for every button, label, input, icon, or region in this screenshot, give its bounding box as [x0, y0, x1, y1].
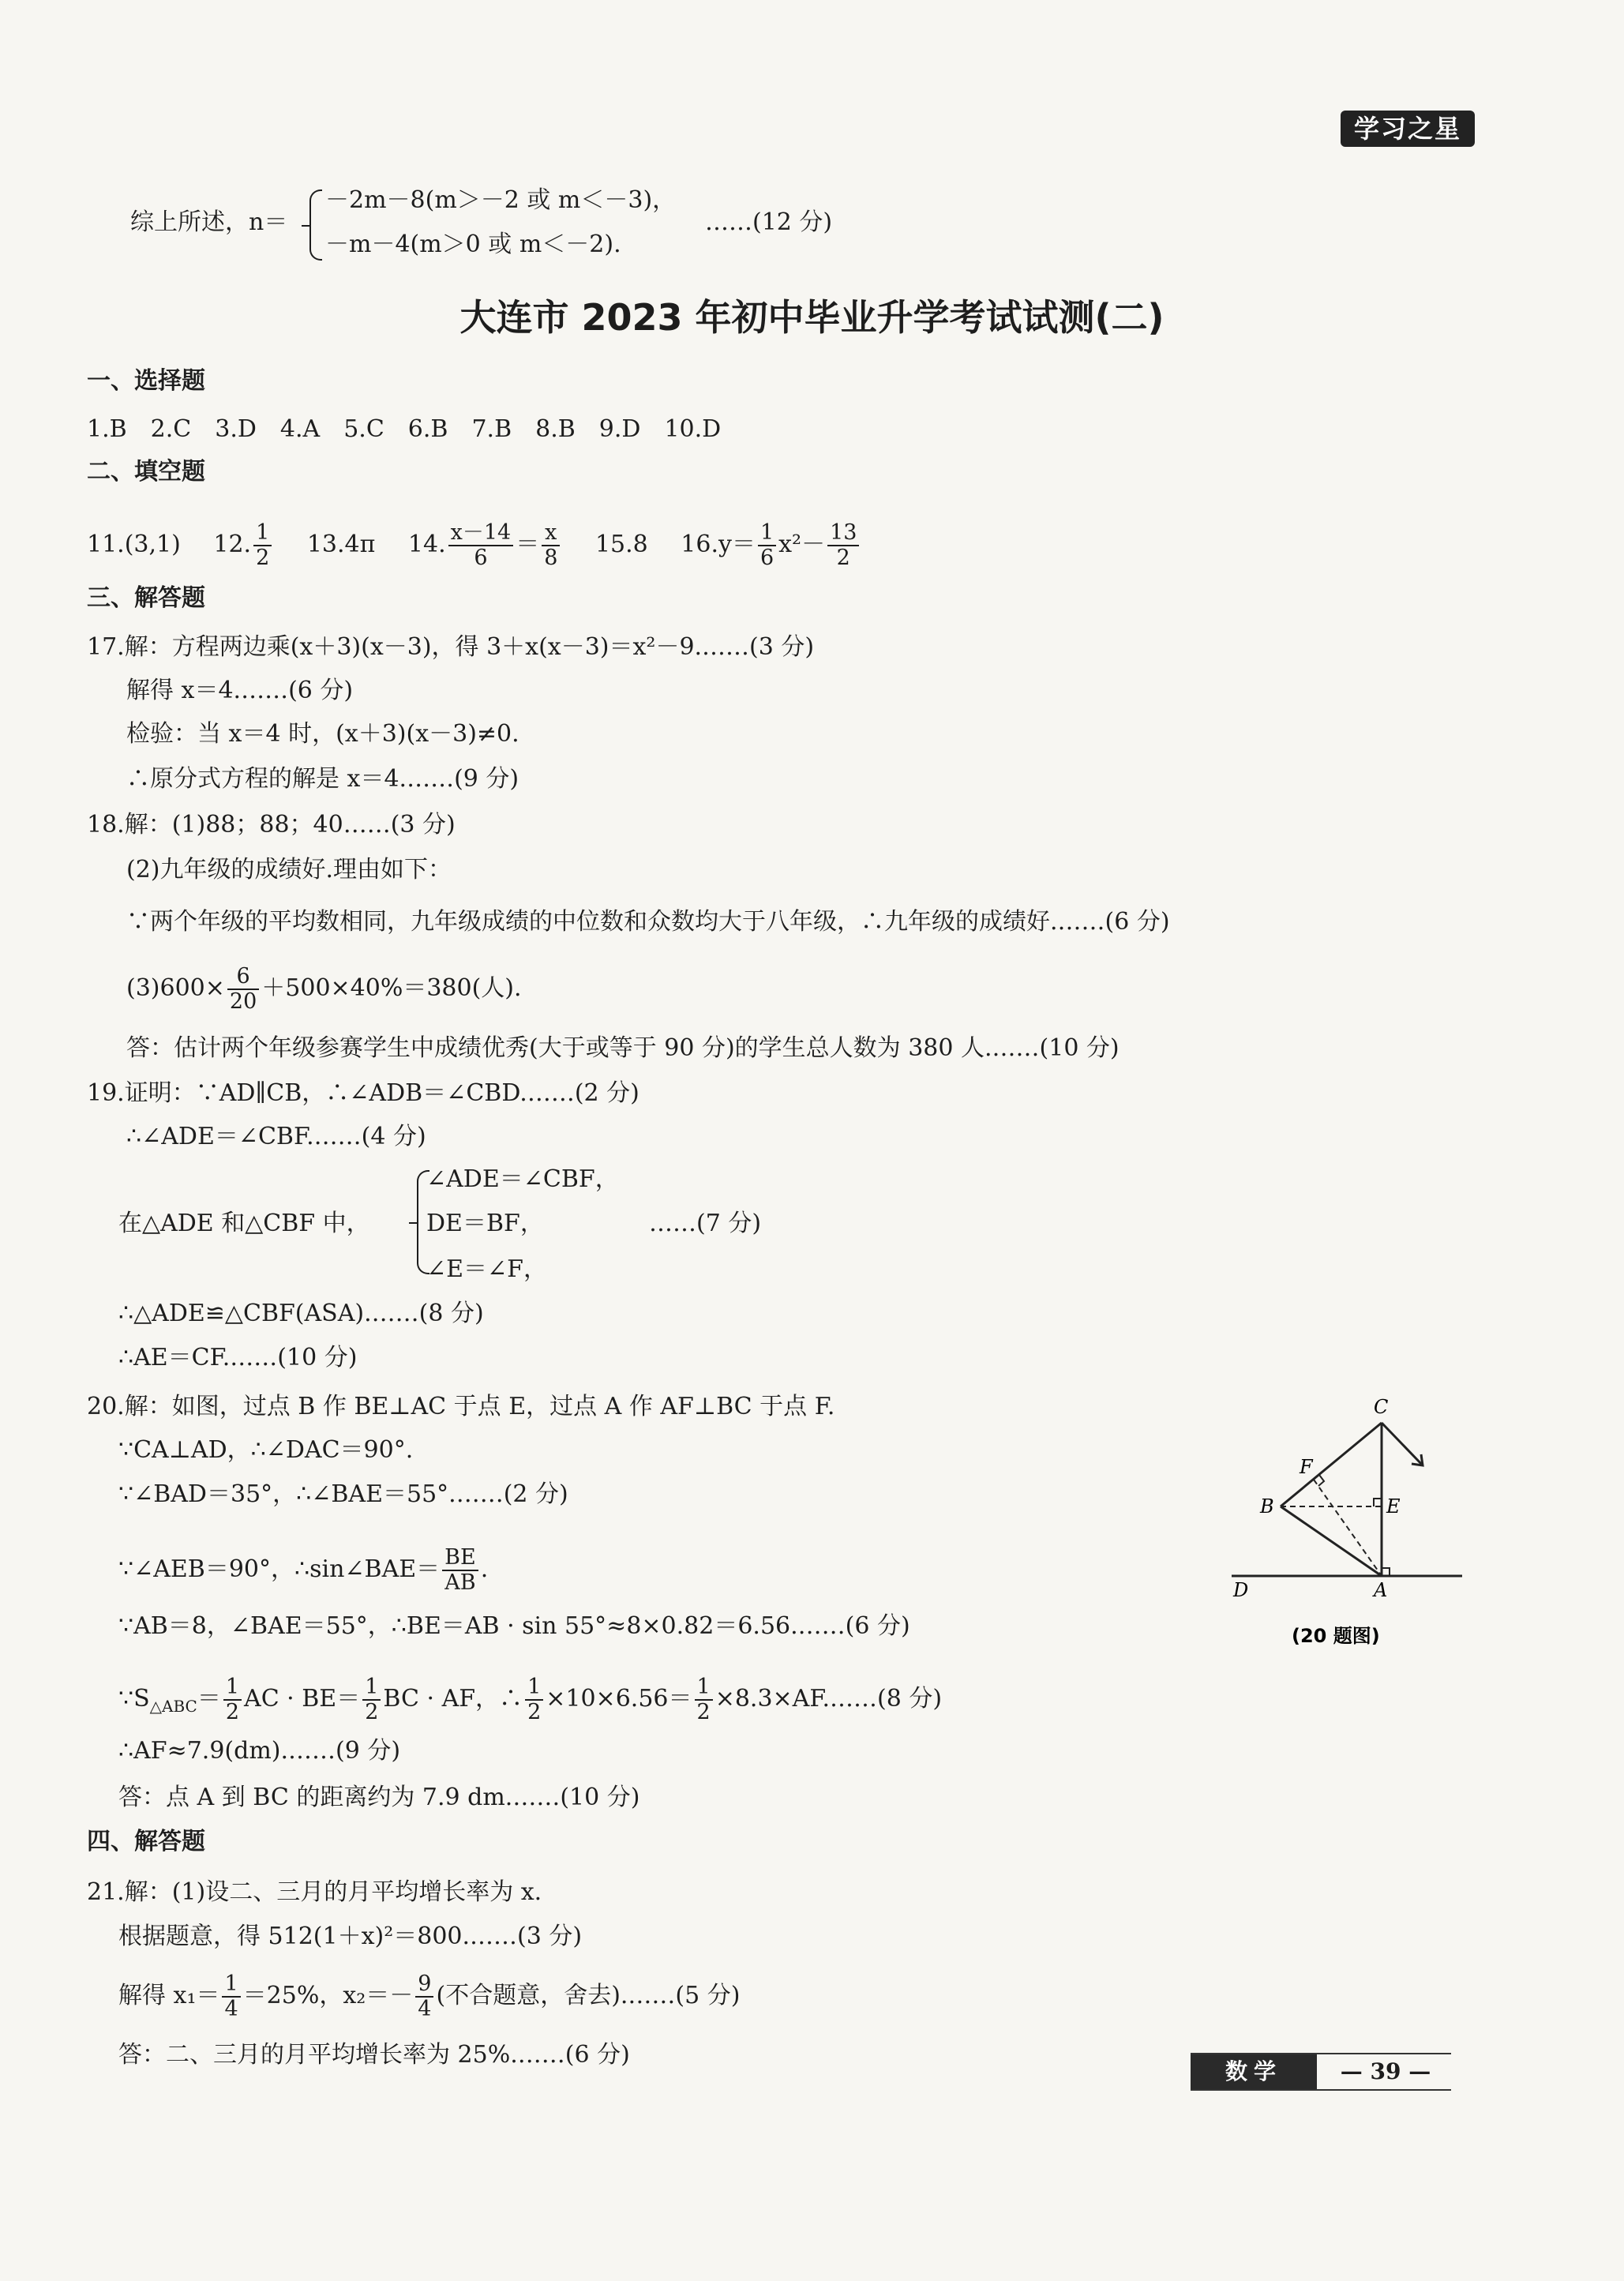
q20-line-4: ∵∠AEB＝90°，∴sin∠BAE＝ $\frac{BE}{AB}$ . [118, 1545, 489, 1595]
fill-answer-12: 12. $\frac{1}{2}$ [213, 531, 274, 558]
label-b: B [1260, 1495, 1274, 1518]
q17-line-1: 17.解：方程两边乘(x＋3)(x－3)，得 3＋x(x－3)＝x²－9.……(3 分) [87, 633, 815, 661]
q21-line-2: 根据题意，得 512(1＋x)²＝800.……(3 分) [118, 1923, 583, 1950]
q20-line-2: ∵CA⊥AD，∴∠DAC＝90°. [118, 1436, 414, 1464]
q19-condition-lead: 在△ADE 和△CBF 中， [118, 1210, 370, 1237]
fraction: $\frac{1}{2}$ [362, 1675, 381, 1724]
fraction: $\frac{1}{4}$ [222, 1972, 240, 2021]
label-a: A [1374, 1579, 1388, 1601]
label-f: F [1300, 1456, 1313, 1478]
q17-line-3: 检验：当 x＝4 时，(x＋3)(x－3)≠0. [126, 720, 519, 748]
prev-case-2: －m－4(m＞0 或 m＜－2). [325, 231, 621, 258]
q21-line-3: 解得 x₁＝ $\frac{1}{4}$ ＝25%，x₂＝－ $\frac{9}{4}$ (不合题意，舍去).……(5 分) [118, 1971, 741, 2021]
prev-brace [309, 189, 322, 261]
q20-line-1: 20.解：如图，过点 B 作 BE⊥AC 于点 E，过点 A 作 AF⊥BC 于点 F. [87, 1393, 835, 1420]
q21-line-1: 21.解：(1)设二、三月的月平均增长率为 x. [87, 1878, 542, 1906]
footer-subject: 数学 [1191, 2054, 1317, 2089]
q18-line-1: 18.解：(1)88；88；40……(3 分) [87, 811, 456, 838]
label-d: D [1233, 1579, 1249, 1601]
section-heading-fill: 二、填空题 [87, 458, 205, 486]
exam-title: 大连市 2023 年初中毕业升学考试试测(二) [459, 296, 1165, 339]
fill-answer-14: 14. $\frac{x-14}{6}$ ＝ $\frac{x}{8}$ [408, 531, 563, 558]
fraction: $\frac{1}{2}$ [253, 521, 272, 570]
fraction: $\frac{BE}{AB}$ [442, 1546, 478, 1595]
q19-condition-3: ∠E＝∠F， [426, 1255, 547, 1283]
right-angle-mark-f [1318, 1475, 1324, 1486]
q19-condition-2: DE＝BF， [426, 1210, 544, 1237]
q19-score: ……(7 分) [649, 1210, 762, 1237]
q18-line-4: (3)600× $\frac{6}{20}$ ＋500×40%＝380(人). [126, 964, 522, 1014]
fraction: $\frac{x}{8}$ [542, 521, 560, 570]
fill-answer-11: 11.(3,1) [87, 531, 181, 558]
fraction: $\frac{x-14}{6}$ [448, 521, 514, 570]
segment-ba [1281, 1506, 1382, 1576]
q20-line-6: $\because S_{\triangle ABC}=$ $\frac{1}{2}$ AC · BE＝ $\frac{1}{2}$ BC · AF，∴ $\frac{1}{2}$ ×10×6.56＝ $\frac{1}{2}$ ×8.3×AF.……(8 分) [118, 1675, 943, 1724]
prev-case-1: －2m－8(m＞－2 或 m＜－3)， [325, 186, 677, 214]
q19-line-5: ∴AE＝CF.……(10 分) [118, 1344, 358, 1371]
q20-line-8: 答：点 A 到 BC 的距离约为 7.9 dm.……(10 分) [118, 1784, 640, 1811]
fraction: $\frac{9}{4}$ [415, 1972, 433, 2021]
figure-caption: (20 题图) [1292, 1625, 1380, 1647]
label-e: E [1386, 1495, 1401, 1518]
label-c: C [1374, 1396, 1389, 1418]
fill-answer-13: 13.4π [306, 531, 376, 558]
section-heading-solve-2: 四、解答题 [87, 1828, 205, 1855]
fraction: $\frac{1}{2}$ [695, 1675, 713, 1724]
choice-answers: 1.B 2.C 3.D 4.A 5.C 6.B 7.B 8.B 9.D 10.D [87, 415, 722, 443]
q19-condition-1: ∠ADE＝∠CBF， [426, 1165, 619, 1193]
q17-line-2: 解得 x＝4.……(6 分) [126, 677, 354, 704]
section-heading-choice: 一、选择题 [87, 367, 205, 395]
q19-line-4: ∴△ADE≌△CBF(ASA).……(8 分) [118, 1300, 484, 1327]
q20-geometry-figure [1216, 1390, 1484, 1658]
fill-answers [87, 521, 861, 570]
fill-answer-16: 16.y＝ $\frac{1}{6}$ x²－ $\frac{13}{2}$ [681, 531, 861, 558]
fraction: $\frac{1}{2}$ [525, 1675, 543, 1724]
q18-line-2: (2)九年级的成绩好.理由如下： [126, 856, 452, 884]
brand-logo: 学习之星 [1341, 111, 1475, 147]
q18-line-3: ∵两个年级的平均数相同，九年级成绩的中位数和众数均大于八年级，∴九年级的成绩好.……(6 分) [126, 908, 1170, 936]
q20-line-5: ∵AB＝8，∠BAE＝55°，∴BE＝AB · sin 55°≈8×0.82＝6.56.……(6 分) [118, 1612, 910, 1640]
q18-line-5: 答：估计两个年级参赛学生中成绩优秀(大于或等于 90 分)的学生总人数为 380 人.……(10 分) [126, 1034, 1120, 1062]
page-number: — 39 — [1340, 2058, 1431, 2084]
arrow-shaft [1382, 1423, 1423, 1465]
fraction: $\frac{1}{6}$ [758, 521, 776, 570]
fraction: $\frac{6}{20}$ [227, 965, 259, 1014]
q17-line-4: ∴原分式方程的解是 x＝4.……(9 分) [126, 765, 519, 793]
q19-line-1: 19.证明：∵AD∥CB，∴∠ADB＝∠CBD.……(2 分) [87, 1079, 639, 1107]
q20-line-3: ∵∠BAD＝35°，∴∠BAE＝55°.……(2 分) [118, 1480, 568, 1508]
page-footer [1191, 2053, 1451, 2091]
fraction: $\frac{13}{2}$ [827, 521, 859, 570]
q21-line-4: 答：二、三月的月平均增长率为 25%.……(6 分) [118, 2041, 630, 2069]
q20-line-7: ∴AF≈7.9(dm).……(9 分) [118, 1737, 401, 1765]
prev-score: ……(12 分) [705, 208, 833, 236]
fill-answer-15: 15.8 [594, 531, 648, 558]
segment-cb [1281, 1423, 1382, 1506]
section-heading-solve: 三、解答题 [87, 584, 205, 612]
fraction: $\frac{1}{2}$ [223, 1675, 242, 1724]
segment-af-dashed [1314, 1480, 1382, 1576]
q19-line-2: ∴∠ADE＝∠CBF.……(4 分) [126, 1123, 426, 1150]
prev-conclusion-lead: 综上所述，n＝ [130, 208, 288, 236]
